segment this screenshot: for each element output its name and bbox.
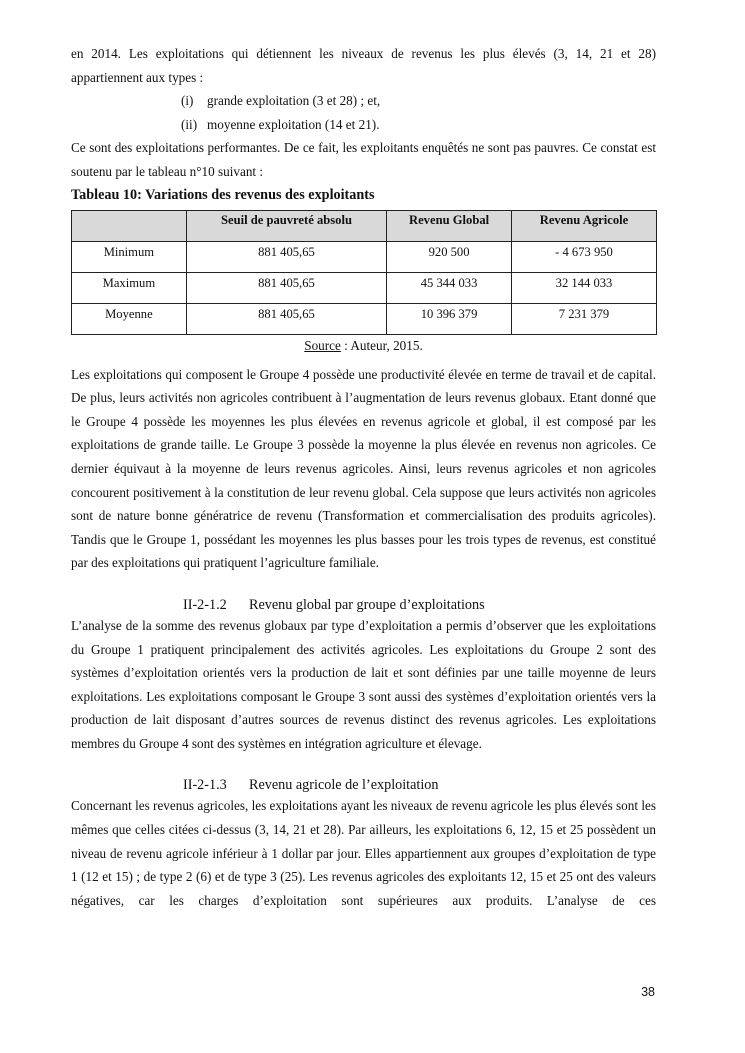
- list-item: [181, 89, 656, 113]
- table-source: [71, 337, 656, 355]
- list-item-text: grande exploitation (3 et 28) ; et,: [207, 93, 381, 109]
- section-title: Revenu global par groupe d’exploitations: [249, 596, 485, 613]
- income-table: [71, 210, 657, 335]
- table-cell: 881 405,65: [186, 272, 386, 303]
- header-cell-poverty-threshold: Seuil de pauvreté absolu: [186, 210, 386, 241]
- group-analysis-paragraph: Les exploitations qui composent le Groupe 4 possède une productivité élevée en terme de travail et de capital. De plus, leurs activités non agricoles contribuent à l’augmentation de leurs revenus globaux. Etant donné que le Groupe 4 possède les moyennes les plus élevées en revenus agricole et global, il est composé par les exploitations de grande taille. Le Groupe 3 possède la moyenne la plus élevée en revenus non agricoles. Ce dernier équivaut à la moyenne de leurs revenus agricoles. Ainsi, leurs revenus agricoles et non agricoles concourent positivement à la constitution de leur revenu global. Cela suppose que leurs activités non agricoles sont de nature bonne génératrice de revenu (Transformation et commercialisation des produits agricoles). Tandis que le Groupe 1, possédant les moyennes les plus basses pour les trois types de revenus, est constitué par des exploitations qui pratiquent l’agriculture familiale.: [71, 366, 656, 571]
- table-row: [72, 303, 657, 334]
- table-cell: - 4 673 950: [511, 241, 656, 272]
- table-title: Tableau 10: Variations des revenus des exploitants: [71, 186, 375, 203]
- header-cell-empty: [72, 210, 187, 241]
- document-page: [71, 42, 656, 912]
- table-cell-label: Maximum: [72, 272, 187, 303]
- source-text: : Auteur, 2015.: [340, 337, 423, 353]
- table-row: [72, 241, 657, 272]
- list-item-number: (ii): [181, 116, 198, 132]
- table-cell: 45 344 033: [387, 272, 512, 303]
- list-item-number: (i): [181, 93, 194, 109]
- table-cell: 7 231 379: [511, 303, 656, 334]
- header-cell-global-income: Revenu Global: [387, 210, 512, 241]
- intro-paragraph: Ce sont des exploitations performantes. De ce fait, les exploitants enquêtés ne sont pas pauvres. Ce constat est soutenu par le tableau n°10 suivant :: [71, 140, 656, 179]
- intro-line-1: en 2014. Les exploitations qui détiennent les niveaux de revenus les plus élevés (3, 14, 21 et 28): [71, 46, 656, 61]
- table-cell: 32 144 033: [511, 272, 656, 303]
- intro-line-2: appartiennent aux types :: [71, 69, 204, 85]
- table-header-row: [72, 210, 657, 241]
- table-cell: 881 405,65: [186, 303, 386, 334]
- section-heading: [183, 596, 656, 614]
- table-cell: 920 500: [387, 241, 512, 272]
- section-heading: [183, 776, 656, 794]
- section-paragraph: Concernant les revenus agricoles, les exploitations ayant les niveaux de revenu agricole les plus élevés sont les mêmes que celles citées ci-dessus (3, 14, 21 et 28). Par ailleurs, les exploitations 6, 12, 15 et 25 possèdent un niveau de revenu agricole inférieur à 1 dollar par jour. Elles appartiennent aux groupes d’exploitation de type 1 (12 et 15) ; de type 2 (6) et de type 3 (25). Les revenus agricoles des exploitants 12, 15 et 25 ont des valeurs négatives, car les charges d’exploitation sont supérieures aux produits. L’analyse de ces: [71, 798, 656, 908]
- header-cell-agricultural-income: Revenu Agricole: [511, 210, 656, 241]
- source-label: Source: [304, 337, 341, 353]
- table-cell-label: Moyenne: [72, 303, 187, 334]
- section-title: Revenu agricole de l’exploitation: [249, 777, 439, 794]
- list-item-text: moyenne exploitation (14 et 21).: [207, 116, 380, 132]
- section-number: II-2-1.3: [183, 777, 227, 794]
- table-cell-label: Minimum: [72, 241, 187, 272]
- section-number: II-2-1.2: [183, 596, 227, 613]
- list-item: [181, 113, 656, 137]
- table-cell: 881 405,65: [186, 241, 386, 272]
- page-number: 38: [641, 985, 655, 999]
- section-paragraph: L’analyse de la somme des revenus globaux par type d’exploitation a permis d’observer que les exploitations du Groupe 1 pratiquent principalement des activités agricoles. Les exploitations du Groupe 2 sont des systèmes d’exploitation orientés vers la production de lait et sont définies par une taille moyenne de leurs exploitations. Les exploitations composant le Groupe 3 sont aussi des systèmes d’exploitation orientés vers la production de lait disposant d’autres sources de revenus distinct des revenus agricoles. Les exploitations membres du Groupe 4 sont des systèmes en intégration agriculture et élevage.: [71, 617, 656, 751]
- table-cell: 10 396 379: [387, 303, 512, 334]
- table-row: [72, 272, 657, 303]
